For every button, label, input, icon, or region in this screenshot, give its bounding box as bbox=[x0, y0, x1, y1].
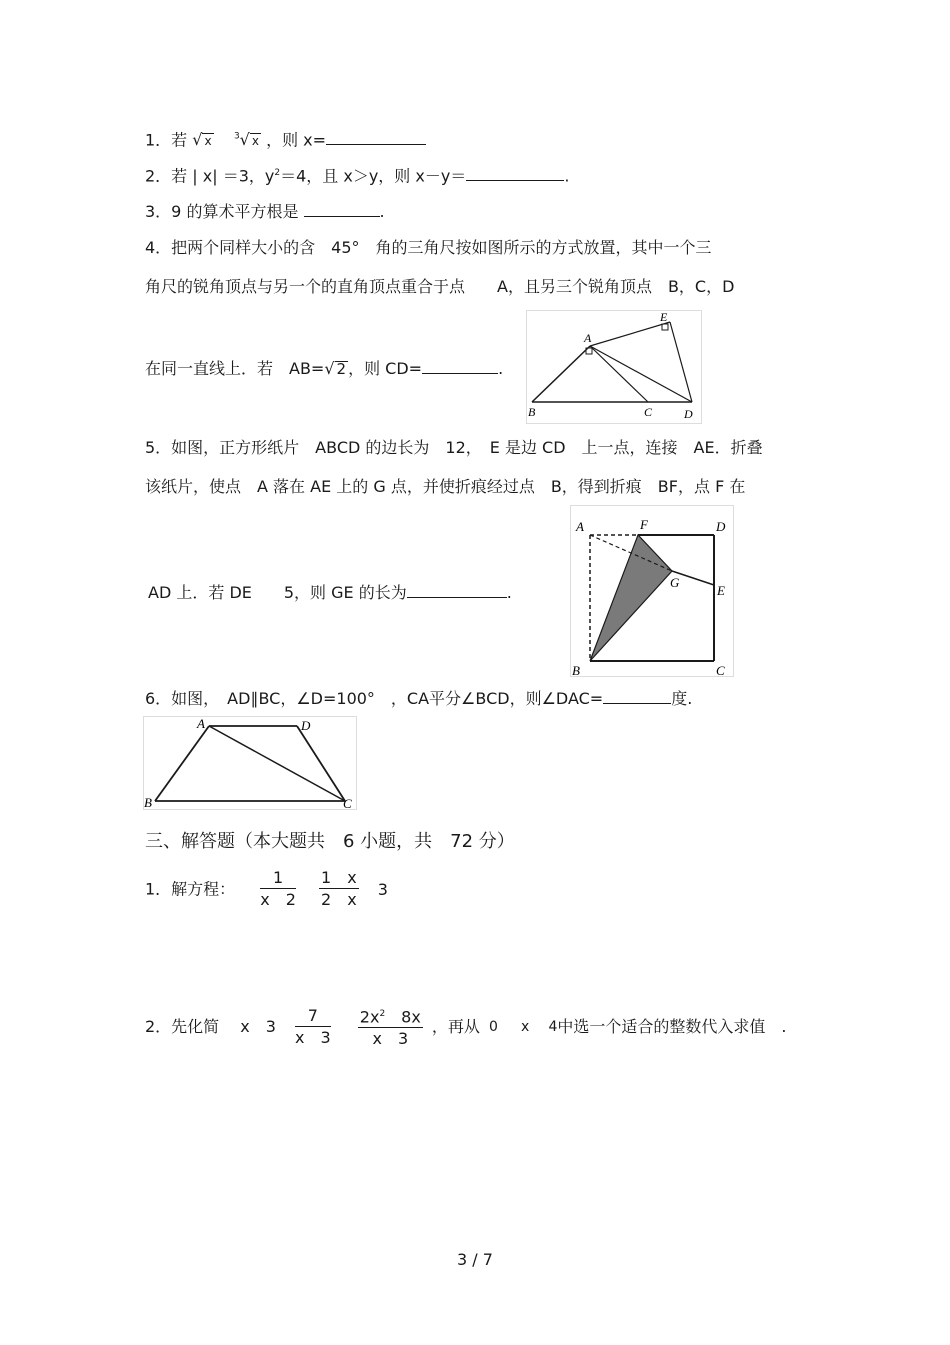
q4-answer-blank[interactable] bbox=[422, 357, 498, 374]
p1-f2-num: 1 x bbox=[321, 868, 357, 887]
q2-answer-blank[interactable] bbox=[466, 164, 564, 181]
p2-f2-num bbox=[358, 1004, 423, 1028]
q4-label-a: A bbox=[584, 331, 592, 345]
q5-line1: 5．如图，正方形纸片 ABCD 的边长为 12， E 是边 CD 上一点，连接 AE．折叠 bbox=[145, 438, 763, 457]
p2-f1-den: x 3 bbox=[295, 1027, 331, 1047]
q3-end: . bbox=[379, 202, 385, 221]
p2-expr1: x 3 bbox=[240, 1017, 276, 1037]
q1-cbrt-index: 3 bbox=[233, 132, 240, 142]
question-4-ask bbox=[145, 357, 503, 380]
q5-line3: AD 上．若 DE 5，则 GE 的长为 bbox=[148, 583, 407, 602]
q6-text: 6．如图， AD∥BC，∠D=100° ，CA平分∠BCD，则∠DAC= bbox=[145, 689, 604, 708]
q4-figure bbox=[526, 310, 702, 424]
q6-line-ab bbox=[155, 726, 209, 801]
q4-right-angle-e bbox=[662, 324, 668, 330]
p2-tail-a: ，再从 bbox=[431, 1017, 480, 1037]
q2-text2: ＝4，且 x＞y，则 x－y＝ bbox=[280, 166, 467, 186]
p2-f2-num-b: 8x bbox=[385, 1007, 421, 1027]
p2-f2-sup: 2 bbox=[379, 1009, 386, 1019]
p2-range-x: x bbox=[521, 1019, 530, 1036]
q5-label-g: G bbox=[670, 575, 680, 590]
page-number: 3 / 7 bbox=[457, 1250, 493, 1269]
q1-sqrt: √ x bbox=[192, 130, 212, 150]
p1-f2-den: 2 x bbox=[321, 890, 357, 909]
p2-f1-num: 7 bbox=[295, 1006, 331, 1027]
q4-label-c: C bbox=[644, 405, 653, 419]
q6-figure-frame bbox=[144, 717, 357, 810]
p2-tail-b: 中选一个适合的整数代入求值 . bbox=[557, 1017, 787, 1037]
q5-label-a: A bbox=[576, 519, 584, 534]
q6-line-dc bbox=[297, 726, 345, 801]
q5-label-f: F bbox=[640, 517, 648, 532]
q4-line3b: ，则 CD= bbox=[348, 359, 423, 378]
q4-sqrt2-arg: 2 bbox=[336, 360, 347, 378]
q3-text: 3．9 的算术平方根是 bbox=[145, 202, 299, 221]
problem-1 bbox=[145, 868, 388, 911]
q1-cbrt-arg: x bbox=[251, 134, 259, 149]
problem-2 bbox=[145, 1004, 786, 1050]
q6-line-ac bbox=[209, 726, 345, 801]
p1-f1-num: 1 bbox=[260, 868, 296, 889]
q5-label-e: E bbox=[717, 583, 725, 598]
p1-f1-den: x 2 bbox=[260, 890, 296, 909]
q1-tail: ，则 x= bbox=[266, 130, 327, 150]
q1-cbrt: $^3$√ x bbox=[233, 130, 259, 150]
p2-range-b: 4 bbox=[548, 1019, 558, 1036]
q2-text: 2．若 | x| ＝3，y bbox=[145, 166, 275, 186]
q4-line-ab bbox=[532, 346, 590, 402]
q5-shaded-triangle bbox=[590, 535, 672, 661]
question-6 bbox=[145, 687, 692, 710]
p2-fraction-2 bbox=[358, 1004, 423, 1050]
question-3 bbox=[145, 200, 385, 223]
q6-label-d: D bbox=[301, 718, 311, 733]
q4-line-ad bbox=[590, 346, 692, 402]
q5-end: . bbox=[506, 583, 512, 602]
q4-sqrt2: √ 2 bbox=[324, 359, 347, 378]
q6-label-c: C bbox=[343, 796, 352, 810]
q4-line-ed bbox=[670, 322, 692, 402]
q6-answer-blank[interactable] bbox=[603, 687, 671, 704]
q5-label-c: C bbox=[716, 663, 725, 677]
q4-line-ac bbox=[590, 346, 648, 402]
q5-figure bbox=[570, 505, 734, 677]
q5-label-d: D bbox=[716, 519, 726, 534]
question-2 bbox=[145, 162, 569, 187]
p2-f2-num-a: 2x bbox=[359, 1007, 380, 1027]
p2-f2-den: x 3 bbox=[372, 1029, 409, 1049]
q4-line3a: 在同一直线上．若 AB= bbox=[145, 359, 325, 378]
q6-label-a: A bbox=[197, 716, 205, 731]
p1-fraction-1 bbox=[260, 868, 296, 911]
section-title: 三、解答题（本大题共 6 小题，共 72 分） bbox=[145, 831, 515, 852]
p1-fraction-2 bbox=[319, 868, 359, 911]
q6-end: 度. bbox=[671, 689, 693, 708]
q5-label-b: B bbox=[572, 663, 580, 677]
p2-range-a: 0 bbox=[489, 1019, 498, 1036]
question-1 bbox=[145, 126, 426, 151]
q2-sup: 2 bbox=[274, 168, 281, 178]
q3-answer-blank[interactable] bbox=[304, 200, 380, 217]
q4-end: . bbox=[498, 359, 504, 378]
q2-end: . bbox=[564, 166, 570, 186]
q1-sqrt-arg: x bbox=[204, 134, 212, 149]
q4-line1: 4．把两个同样大小的含 45° 角的三角尺按如图所示的方式放置，其中一个三 bbox=[145, 238, 712, 257]
q5-line2: 该纸片，使点 A 落在 AE 上的 G 点，并使折痕经过点 B，得到折痕 BF，点 F 在 bbox=[145, 477, 746, 496]
q6-label-b: B bbox=[144, 795, 152, 810]
p1-rhs: 3 bbox=[377, 879, 388, 899]
q4-line-ae bbox=[590, 322, 670, 346]
p2-fraction-1 bbox=[295, 1006, 331, 1049]
q1-text: 1．若 bbox=[145, 130, 188, 150]
q4-figure-frame bbox=[527, 311, 702, 424]
q4-label-b: B bbox=[528, 405, 536, 419]
p1-label: 1．解方程： bbox=[145, 879, 236, 899]
q4-label-d: D bbox=[684, 407, 693, 421]
q4-label-e: E bbox=[660, 310, 668, 324]
q4-line2: 角尺的锐角顶点与另一个的直角顶点重合于点 A，且另三个锐角顶点 B，C，D bbox=[145, 277, 735, 296]
q6-figure bbox=[143, 716, 357, 810]
p2-label: 2．先化简 bbox=[145, 1017, 220, 1037]
question-5-ask bbox=[148, 581, 512, 604]
q5-answer-blank[interactable] bbox=[407, 581, 507, 598]
q1-answer-blank[interactable] bbox=[326, 128, 426, 145]
